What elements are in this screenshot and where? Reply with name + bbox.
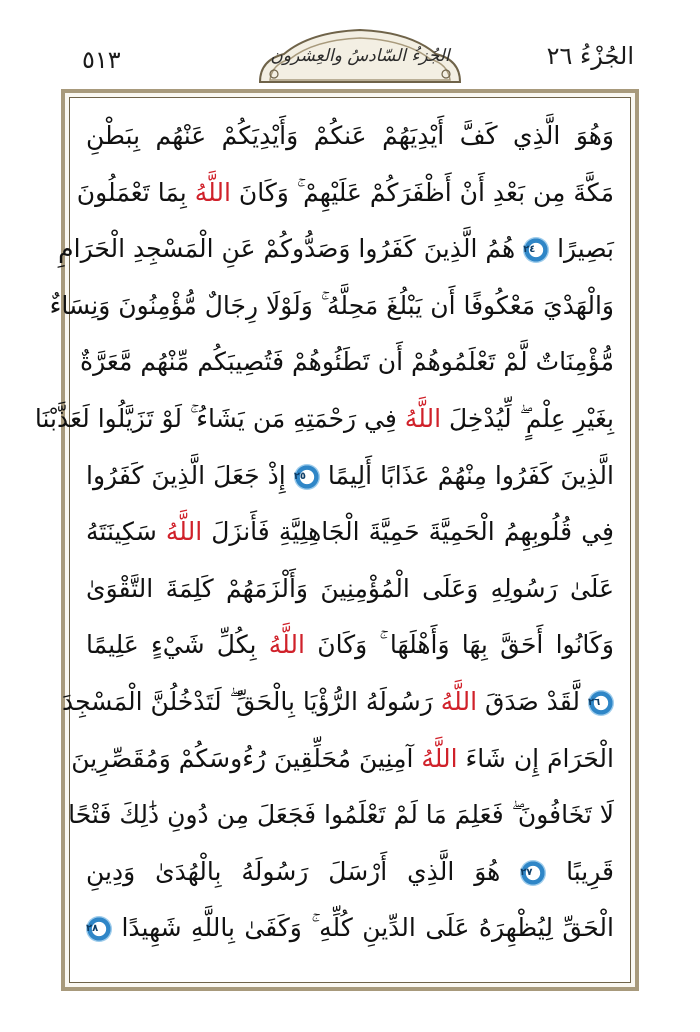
text-area — [34, 97, 631, 983]
verse-text: مَكَّةَ مِن بَعْدِ أَنْ أَظْفَرَكُمْ عَلَيْهِمْ ۚ وَكَانَ — [230, 177, 614, 207]
verse-text: الَّذِينَ كَفَرُوا مِنْهُمْ عَذَابًا أَلِيمًا — [319, 460, 614, 490]
verse-text: بِغَيْرِ عِلْمٍ ۖ لِّيُدْخِلَ — [441, 403, 614, 433]
verse-text: لَّقَدْ صَدَقَ — [477, 686, 588, 716]
text-line — [58, 221, 614, 278]
section-title: الجُزءُ السّادسُ والعِشرون — [270, 46, 450, 66]
ayah-number-marker: ٢٤ — [523, 237, 549, 263]
text-line — [76, 165, 614, 222]
verse-text: رَسُولَهُ الرُّؤْيَا بِالْحَقِّ ۖ لَتَدْخُلُنَّ الْمَسْجِدَ — [62, 686, 441, 716]
ayah-number-marker: ٢٨ — [86, 916, 112, 942]
juz-label: الجُزْءُ ٢٦ — [546, 42, 634, 70]
text-line — [86, 844, 614, 901]
page-frame — [34, 89, 639, 991]
text-line — [86, 504, 614, 561]
verse-text: وَكَانُوا أَحَقَّ بِهَا وَأَهْلَهَا ۚ وَكَانَ — [304, 630, 614, 660]
text-line — [71, 731, 614, 788]
text-line — [86, 108, 614, 165]
verse-text: هُوَ الَّذِي أَرْسَلَ رَسُولَهُ بِالْهُدَىٰ وَدِينِ — [86, 856, 521, 886]
divine-name: اللَّهُ — [268, 630, 305, 660]
text-line — [86, 448, 614, 505]
verse-text: عَلَىٰ رَسُولِهِ وَعَلَى الْمُؤْمِنِينَ وَأَلْزَمَهُمْ كَلِمَةَ التَّقْوَىٰ — [86, 573, 614, 603]
verse-text: آمِنِينَ مُحَلِّقِينَ رُءُوسَكُمْ وَمُقَصِّرِينَ — [71, 743, 422, 773]
verse-text: لَا تَخَافُونَ ۖ فَعَلِمَ مَا لَمْ تَعْلَمُوا فَجَعَلَ مِن دُونِ ذَٰلِكَ فَتْحًا — [68, 800, 614, 830]
verse-text: فِي رَحْمَتِهِ مَن يَشَاءُ ۚ لَوْ تَزَيَّلُوا لَعَذَّبْنَا — [34, 403, 405, 433]
ayah-number-marker: ٢٦ — [588, 690, 614, 716]
quran-text-lines — [34, 108, 615, 957]
text-line — [86, 900, 614, 957]
verse-text: بِكُلِّ شَيْءٍ عَلِيمًا — [86, 630, 269, 660]
text-line — [34, 391, 614, 448]
divine-name: اللَّهُ — [404, 403, 442, 433]
verse-text: هُمُ الَّذِينَ كَفَرُوا وَصَدُّوكُمْ عَنِ الْمَسْجِدِ الْحَرَامِ — [58, 234, 524, 264]
divine-name: اللَّهُ — [165, 517, 203, 547]
section-cartouche — [250, 24, 470, 86]
verse-text: وَالْهَدْيَ مَعْكُوفًا أَن يَبْلُغَ مَحِلَّهُ ۚ وَلَوْلَا رِجَالٌ مُّؤْمِنُونَ وَنِسَاءٌ — [49, 290, 614, 320]
verse-text: وَهُوَ الَّذِي كَفَّ أَيْدِيَهُمْ عَنكُمْ وَأَيْدِيَكُمْ عَنْهُم بِبَطْنِ — [86, 121, 614, 150]
verse-text: إِذْ جَعَلَ الَّذِينَ كَفَرُوا — [86, 460, 294, 490]
text-line — [86, 617, 614, 674]
verse-text: قَرِيبًا — [546, 856, 615, 886]
ayah-number-marker: ٢٧ — [520, 860, 546, 886]
divine-name: اللَّهُ — [421, 743, 458, 773]
text-line — [68, 787, 614, 844]
ayah-number-marker: ٢٥ — [294, 464, 320, 490]
verse-text: بِمَا تَعْمَلُونَ — [76, 177, 195, 207]
verse-text: سَكِينَتَهُ — [86, 517, 166, 547]
text-line — [80, 334, 614, 391]
divine-name: اللَّهُ — [440, 686, 478, 716]
text-line — [86, 561, 614, 618]
verse-text: الْحَرَامَ إِن شَاءَ — [457, 743, 614, 773]
text-line — [62, 674, 614, 731]
verse-text: بَصِيرًا — [549, 234, 614, 264]
text-line — [49, 278, 614, 335]
divine-name: اللَّهُ — [194, 177, 231, 207]
verse-text: مُّؤْمِنَاتٌ لَّمْ تَعْلَمُوهُمْ أَن تَطَئُوهُمْ فَتُصِيبَكُم مِّنْهُم مَّعَرَّةٌ — [80, 347, 614, 377]
verse-text: الْحَقِّ لِيُظْهِرَهُ عَلَى الدِّينِ كُلِّهِ ۚ وَكَفَىٰ بِاللَّهِ شَهِيدًا — [112, 913, 614, 943]
page-number: ٥١٣ — [82, 46, 121, 74]
verse-text: فِي قُلُوبِهِمُ الْحَمِيَّةَ حَمِيَّةَ الْجَاهِلِيَّةِ فَأَنزَلَ — [202, 517, 614, 547]
